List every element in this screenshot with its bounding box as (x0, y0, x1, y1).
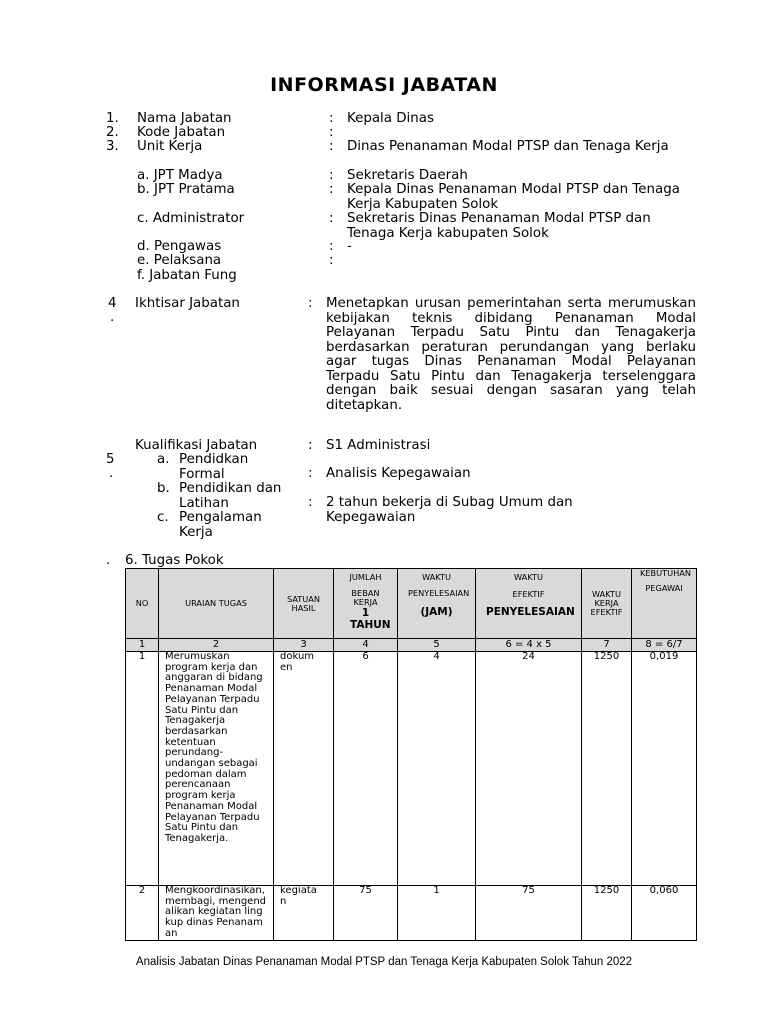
col-number: 3 (274, 639, 334, 652)
page-title: INFORMASI JABATAN (270, 74, 498, 96)
colon: : (329, 211, 334, 226)
value-kualifikasi: S1 Administrasi (326, 438, 431, 453)
header-waktu: WAKTU PENYELESAIAN (JAM) (398, 569, 476, 639)
cell-jumlah: 75 (334, 886, 398, 941)
cell-kebutuhan: 0,060 (632, 886, 697, 941)
colon: : (308, 438, 313, 453)
label-tugas-pokok: 6. Tugas Pokok (125, 553, 224, 568)
item-number-1: 1. (106, 111, 119, 126)
cell-no: 2 (126, 886, 159, 941)
item-number-2: 2. (106, 125, 119, 140)
cell-kebutuhan: 0,019 (632, 652, 697, 886)
section-5-dot: . (109, 466, 114, 481)
table-row (126, 652, 697, 886)
cell-uraian: Mengkoordinasikan, membagi, mengendalikan kegiatan lingkup dinas Penanaman (159, 886, 274, 941)
value-pendidikan-formal: Analisis Kepegawaian (326, 466, 471, 481)
label-administrator: c. Administrator (137, 211, 245, 226)
tugas-pokok-table (125, 568, 697, 941)
header-satuan: SATUAN HASIL (274, 569, 334, 639)
colon: : (329, 139, 334, 154)
value-jpt-madya: Sekretaris Daerah (347, 168, 468, 183)
section-6-dot: . (106, 553, 111, 568)
table-numbering-row (126, 639, 697, 652)
col-number: 1 (126, 639, 159, 652)
header-kebutuhan: KEBUTUHAN PEGAWAI (632, 569, 697, 639)
header-no: NO (126, 569, 159, 639)
section-4-number: 4 (108, 296, 117, 311)
col-number: 6 = 4 x 5 (476, 639, 582, 652)
col-number: 8 = 6/7 (632, 639, 697, 652)
colon: : (329, 168, 334, 183)
colon: : (329, 125, 334, 140)
label-pengalaman-kerja: Pengalaman Kerja (179, 510, 262, 540)
col-number: 2 (159, 639, 274, 652)
value-administrator: Sekretaris Dinas Penanaman Modal PTSP dan Tenaga Kerja kabupaten Solok (347, 211, 651, 241)
colon: : (329, 253, 334, 268)
table-header-row (126, 569, 697, 639)
col-number: 5 (398, 639, 476, 652)
col-number: 7 (582, 639, 632, 652)
label-kode-jabatan: Kode Jabatan (137, 125, 226, 140)
colon: : (329, 111, 334, 126)
page-footer: Analisis Jabatan Dinas Penanaman Modal PTSP dan Tenaga Kerja Kabupaten Solok Tahun 2022 (135, 956, 633, 968)
colon: : (308, 296, 313, 311)
table-row (126, 886, 697, 941)
cell-waktu: 1 (398, 886, 476, 941)
cell-efektif: 24 (476, 652, 582, 886)
label-jpt-pratama: b. JPT Pratama (137, 182, 235, 197)
value-unit-kerja: Dinas Penanaman Modal PTSP dan Tenaga Kerja (347, 139, 669, 154)
cell-no: 1 (126, 652, 159, 886)
section-5-number: 5 (106, 452, 115, 467)
value-pengawas: - (347, 239, 352, 254)
header-waktu-kerja-efektif: WAKTU KERJA EFEKTIF (582, 569, 632, 639)
header-jumlah: JUMLAH BEBAN KERJA 1 TAHUN (334, 569, 398, 639)
ikhtisar-text: Menetapkan urusan pemerintahan serta merumuskan kebijakan teknis dibidang Penanaman Modal Pelayanan Terpadu Satu Pintu dan Tenagakerja berdasarkan peraturan perundangan yang berlaku agar tugas Dinas Penanaman Modal Pelayanan Terpadu Satu Pintu dan Tenagakerja terselenggara dengan baik sesuai dengan sasaran yang telah ditetapkan. (326, 296, 696, 413)
cell-satuan: dokumen (274, 652, 334, 886)
cell-wke: 1250 (582, 652, 632, 886)
header-uraian: URAIAN TUGAS (159, 569, 274, 639)
label-ikhtisar-jabatan: Ikhtisar Jabatan (135, 296, 240, 311)
label-pelaksana: e. Pelaksana (137, 253, 222, 268)
cell-wke: 1250 (582, 886, 632, 941)
label-pengawas: d. Pengawas (137, 239, 222, 254)
label-nama-jabatan: Nama Jabatan (137, 111, 232, 126)
col-number: 4 (334, 639, 398, 652)
label-jabatan-fung: f. Jabatan Fung (137, 268, 237, 283)
value-diklat: 2 tahun bekerja di Subag Umum dan Kepegawaian (326, 495, 573, 525)
section-4-dot: . (110, 310, 115, 325)
marker-a: a. (157, 452, 170, 467)
label-pendidikan-formal: Pendidkan Formal (179, 452, 249, 482)
colon: : (329, 239, 334, 254)
value-nama-jabatan: Kepala Dinas (347, 111, 434, 126)
cell-satuan: kegiatan (274, 886, 334, 941)
cell-jumlah: 6 (334, 652, 398, 886)
marker-c: c. (157, 510, 169, 525)
label-unit-kerja: Unit Kerja (137, 139, 203, 154)
cell-efektif: 75 (476, 886, 582, 941)
colon: : (329, 182, 334, 197)
label-kualifikasi-jabatan: Kualifikasi Jabatan (135, 438, 258, 453)
label-diklat: Pendidikan dan Latihan (179, 481, 282, 511)
item-number-3: 3. (106, 139, 119, 154)
value-jpt-pratama: Kepala Dinas Penanaman Modal PTSP dan Tenaga Kerja Kabupaten Solok (347, 182, 680, 212)
cell-waktu: 4 (398, 652, 476, 886)
cell-uraian: Merumuskan program kerja dan anggaran di bidang Penanaman Modal Pelayanan Terpadu Satu Pintu dan Tenagakerja berdasarkan ketentuan perundang-undangan sebagai pedoman dalam perencanaan program kerja Penanaman Modal Pelayanan Terpadu Satu Pintu dan Tenagakerja. (159, 652, 274, 886)
marker-b: b. (157, 481, 170, 496)
header-waktu-efektif: WAKTU EFEKTIF PENYELESAIAN (476, 569, 582, 639)
colon: : (308, 495, 313, 510)
colon: : (308, 466, 313, 481)
label-jpt-madya: a. JPT Madya (137, 168, 223, 183)
